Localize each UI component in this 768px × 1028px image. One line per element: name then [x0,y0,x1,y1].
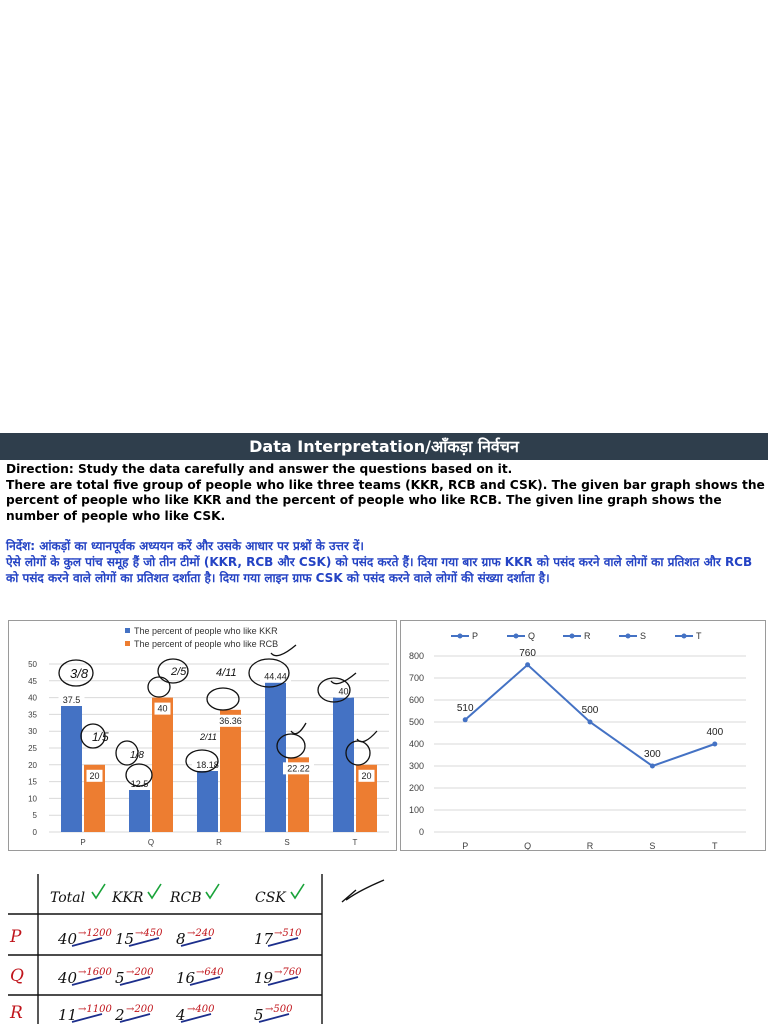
x-tick-label: S [649,841,656,850]
line-chart-panel [400,620,766,851]
direction-english [6,462,766,524]
table-cell-note: →510 [274,928,302,939]
y-tick-label: 10 [28,794,37,804]
data-label: 20 [361,770,372,781]
y-tick-label: 15 [28,777,37,787]
legend-entry: The percent of people who like KKR [134,626,278,636]
bar-chart [9,621,396,850]
table-cell-value: 40 [58,930,78,948]
table-cell-note: →1100 [78,1004,112,1015]
y-tick-label: 30 [28,727,37,737]
data-label: 510 [456,702,474,714]
y-tick-label: 50 [28,660,37,669]
y-tick-label: 800 [408,651,424,661]
legend-marker [626,634,631,639]
legend-swatch [125,641,130,646]
x-tick-label: S [284,838,290,847]
data-label: 500 [581,705,599,716]
row-label: P [10,927,22,947]
bar [220,710,241,832]
y-tick-label: 20 [28,760,37,770]
table-cell-note: →450 [135,928,163,939]
line-chart [401,621,765,850]
y-tick-label: 35 [28,710,37,720]
annotation-tick [357,731,377,742]
row-label: Q [10,966,24,986]
data-label: 40 [338,686,349,697]
annotation-fraction: 2/11 [200,732,217,742]
legend-entry: S [640,631,647,641]
direction-line-2: There are total five group of people who like three teams (KKR, RCB and CSK). The given bar graph shows the percent of people who like KKR and the percent of people who like RCB. The given line graph shows the number of people who like CSK. [6,477,765,523]
y-tick-label: 5 [32,811,37,821]
x-tick-label: P [80,838,86,847]
x-tick-label: T [352,838,358,847]
data-label: 44.44 [264,671,287,682]
x-tick-label: Q [524,841,532,850]
bar [61,706,82,832]
data-label: 760 [519,647,536,659]
page-title-banner [0,433,768,460]
table-cell-note: →1200 [78,928,112,939]
check-mark [148,884,161,898]
data-label: 20 [89,770,100,781]
page-title: Data Interpretation/आँकड़ा निर्वचन [249,437,519,456]
hindi-line-1: निर्देश: आंकड़ों का ध्यानपूर्वक अध्ययन करें और उसके आधार पर प्रश्नों के उत्तर दें। [6,539,364,553]
check-mark [206,884,219,898]
legend-entry: T [696,631,702,641]
data-point [588,720,593,725]
bar [333,698,354,832]
y-tick-label: 300 [408,761,424,771]
table-cell-value: 5 [254,1006,264,1024]
table-cell-note: →1600 [78,967,112,978]
data-point [650,764,655,769]
y-tick-label: 100 [408,805,424,815]
annotation-fraction: 4/11 [216,667,237,679]
notes-table-svg [0,862,768,1024]
annotation-tick [342,880,384,902]
y-tick-label: 200 [408,783,424,793]
data-label: 40 [157,703,168,714]
table-cell-note: →640 [196,967,224,978]
x-tick-label: R [216,838,222,847]
table-header: Total [50,890,86,906]
table-cell-note: →200 [126,967,154,978]
legend-marker [458,634,463,639]
y-tick-label: 25 [28,744,37,753]
legend-entry: Q [528,631,536,641]
y-tick-label: 600 [408,695,424,705]
direction-line-1: Direction: Study the data carefully and answer the questions based on it. [6,462,513,476]
table-cell-value: 5 [115,969,125,987]
legend-entry: R [584,631,591,641]
data-label: 18.18 [196,759,219,770]
data-label: 300 [644,749,661,760]
legend-entry: P [472,631,479,641]
legend-marker [682,634,687,639]
table-cell-value: 16 [176,969,196,987]
y-tick-label: 0 [418,827,424,837]
table-cell-value: 2 [115,1006,125,1024]
data-label: 400 [706,727,724,738]
x-tick-label: T [712,841,718,850]
table-cell-note: →760 [274,967,302,978]
bar [152,698,173,832]
y-tick-label: 400 [408,739,424,749]
annotation-tick [291,723,306,734]
table-header: KKR [112,890,144,906]
annotation-circle [207,688,239,710]
data-point [525,662,530,667]
table-cell-value: 40 [58,969,78,987]
check-mark [291,884,304,898]
table-cell-value: 15 [115,930,135,948]
table-cell-value: 8 [176,930,186,948]
legend-entry: The percent of people who like RCB [134,639,279,649]
legend-marker [514,634,519,639]
table-cell-note: →400 [187,1004,215,1015]
check-mark [92,884,105,898]
x-tick-label: R [586,841,594,850]
y-tick-label: 500 [408,717,424,727]
y-tick-label: 700 [408,673,424,683]
table-header: RCB [170,890,202,906]
table-cell-value: 4 [176,1006,186,1024]
annotation-circle [148,677,170,697]
direction-hindi [6,538,766,586]
bar-chart-panel [8,620,397,851]
table-cell-note: →200 [126,1004,154,1015]
table-cell-note: →240 [187,928,215,939]
table-header: CSK [255,890,286,906]
y-tick-label: 45 [28,676,37,686]
bar [265,683,286,832]
legend-swatch [125,628,130,633]
bar [197,771,218,832]
legend-marker [570,634,575,639]
y-tick-label: 40 [28,693,37,703]
table-cell-value: 17 [254,930,274,948]
annotation-fraction: 1/8 [130,750,144,761]
data-label: 36.36 [219,715,242,726]
data-label: 12.5 [130,779,149,789]
table-cell-value: 11 [58,1006,78,1024]
bar [129,790,150,832]
table-cell-note: →500 [265,1004,293,1015]
data-point [712,742,717,747]
row-label: R [10,1003,23,1023]
x-tick-label: P [462,841,469,850]
x-tick-label: Q [147,838,155,847]
y-tick-label: 0 [32,828,37,837]
handwritten-notes-table [0,862,768,1024]
data-label: 22.22 [287,763,310,774]
data-label: 37.5 [62,695,81,705]
table-cell-value: 19 [254,969,274,987]
hindi-line-2: ऐसे लोगों के कुल पांच समूह हैं जो तीन टीमों (KKR, RCB और CSK) को पसंद करते हैं। दिया गया बार ग्राफ KKR को पसंद करने वाले लोगों का प्रतिशत और RCB को पसंद करने वाले लोगों का प्रतिशत दर्शाता है। दिया गया लाइन ग्राफ CSK को पसंद करने वाले लोगों की संख्या दर्शाता है। [6,555,753,585]
annotation-fraction: 2/5 [171,666,187,678]
annotation-fraction: 3/8 [70,666,89,681]
annotation-fraction: 1/5 [92,730,109,744]
data-point [463,717,468,722]
